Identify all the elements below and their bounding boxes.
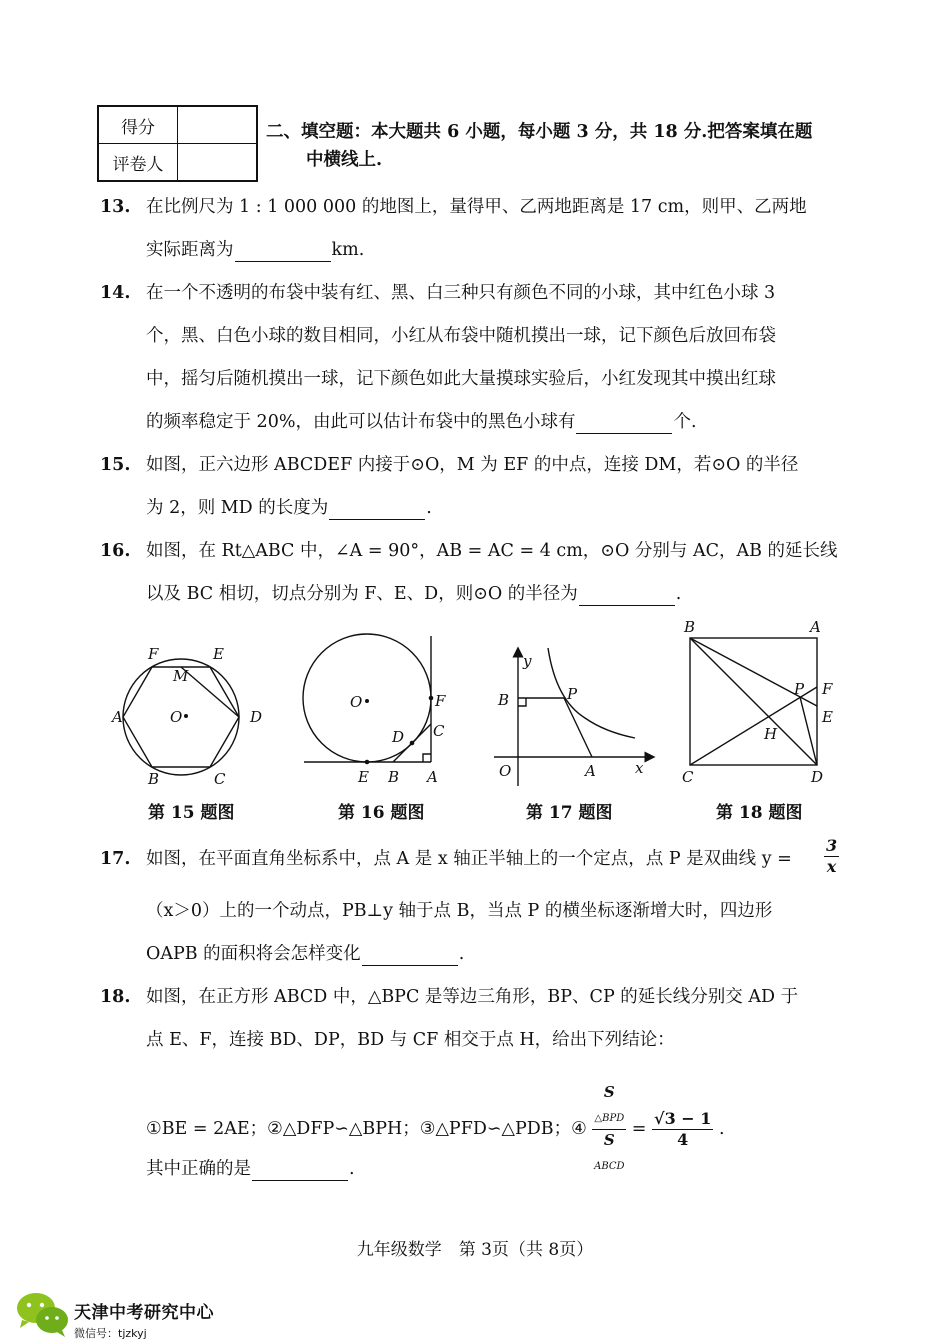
question-number: 15. — [100, 455, 131, 475]
question-text-line: 如图，在正方形 ABCD 中，△BPC 是等边三角形，BP、CP 的延长线分别交 AD 于 — [146, 987, 799, 1007]
label-D: D — [811, 768, 824, 786]
label-C: C — [433, 722, 445, 740]
question-number: 17. — [100, 849, 131, 869]
right-angle-mark — [423, 754, 431, 762]
fraction-3-over-x — [824, 836, 839, 877]
question-text: . — [675, 584, 682, 604]
figure-18-square — [676, 616, 846, 788]
grader-value-cell — [178, 144, 258, 182]
section-heading-line2: 中横线上. — [306, 150, 383, 170]
hyperbola-curve — [548, 648, 635, 738]
figure-16-caption: 第 16 题图 — [338, 803, 425, 823]
label-M: M — [173, 667, 189, 685]
answer-blank[interactable] — [252, 1158, 348, 1181]
right-angle-mark — [518, 698, 526, 706]
label-D: D — [250, 708, 263, 726]
label-E: E — [358, 768, 369, 786]
question-text: km. — [331, 240, 365, 260]
point-F — [429, 696, 434, 701]
answer-blank[interactable] — [576, 411, 672, 434]
fraction-denominator: S $_{ABCD}$ — [594, 1131, 625, 1172]
period: . — [718, 1119, 725, 1139]
question-text-line: 在比例尺为 1 : 1 000 000 的地图上，量得甲、乙两地距离是 17 cm，则甲、乙两地 — [146, 197, 807, 217]
result-fraction — [652, 1109, 713, 1150]
fraction-denominator: x — [826, 857, 837, 876]
score-value-cell — [178, 106, 258, 144]
label-A: A — [810, 618, 821, 636]
center-point — [184, 714, 188, 718]
segment-MD — [181, 667, 239, 717]
segment-CF — [690, 687, 817, 765]
figure-18-caption: 第 18 题图 — [716, 803, 803, 823]
label-H: H — [764, 725, 778, 743]
label-x: x — [635, 759, 644, 777]
label-O: O — [350, 693, 363, 711]
question-number: 13. — [100, 197, 131, 217]
equals-sign: = — [631, 1119, 647, 1139]
fraction-numerator: S $_{\triangle BPD}$ — [592, 1082, 626, 1130]
label-C: C — [214, 770, 226, 788]
page-footer: 九年级数学 第 3页（共 8页） — [356, 1240, 594, 1260]
question-text-line: 如图，在平面直角坐标系中，点 A 是 x 轴正半轴上的一个定点，点 P 是双曲线 y = — [146, 849, 792, 869]
label-B: B — [388, 768, 400, 786]
question-number: 14. — [100, 283, 131, 303]
wechat-icon — [14, 1290, 72, 1338]
label-P: P — [794, 680, 805, 698]
label-E: E — [822, 708, 833, 726]
fraction-numerator: √3 − 1 — [654, 1109, 712, 1128]
label-y: y — [523, 652, 532, 670]
question-text: 的频率稳定于 20%，由此可以估计布袋中的黑色小球有 — [146, 412, 576, 432]
label-C: C — [682, 768, 694, 786]
watermark-wechat-id: 微信号：tjzkyj — [74, 1327, 147, 1340]
section-heading-line1: 二、填空题：本大题共 6 小题，每小题 3 分，共 18 分.把答案填在题 — [266, 122, 813, 142]
label-B: B — [684, 618, 696, 636]
answer-blank[interactable] — [362, 943, 458, 966]
question-text: . — [349, 1159, 355, 1179]
question-text: 为 2，则 MD 的长度为 — [146, 498, 329, 518]
label-E: E — [213, 645, 224, 663]
label-A: A — [585, 762, 596, 780]
fraction-denominator: 4 — [677, 1130, 689, 1149]
question-text-line: 中，摇匀后随机摸出一球，记下颜色如此大量摸球实验后，小红发现其中摸出红球 — [146, 369, 776, 389]
segment-PA — [564, 698, 592, 757]
score-label: 得分 — [98, 106, 178, 144]
label-F: F — [435, 692, 446, 710]
area-ratio-fraction — [592, 1082, 626, 1177]
center-point — [365, 699, 369, 703]
watermark — [74, 1298, 214, 1341]
question-text: 以及 BC 相切，切点分别为 F、E、D，则⊙O 的半径为 — [146, 584, 578, 604]
label-A: A — [112, 708, 123, 726]
question-text: 其中正确的是 — [146, 1159, 251, 1179]
question-text: 实际距离为 — [146, 240, 234, 260]
grader-label: 评卷人 — [98, 144, 178, 182]
question-text: . — [426, 498, 432, 518]
point-D — [410, 741, 415, 746]
figure-17-caption: 第 17 题图 — [526, 803, 613, 823]
segment-BD — [690, 638, 817, 765]
question-number: 16. — [100, 541, 131, 561]
score-table — [97, 105, 258, 182]
answer-blank[interactable] — [235, 239, 331, 262]
label-A: A — [427, 768, 438, 786]
label-F: F — [148, 645, 159, 663]
segment-DP — [800, 697, 817, 765]
answer-blank[interactable] — [329, 497, 425, 520]
question-text-line: 如图，在 Rt△ABC 中，∠A = 90°，AB = AC = 4 cm，⊙O 分别与 AC，AB 的延长线 — [146, 541, 838, 561]
question-text-line: 点 E、F，连接 BD、DP，BD 与 CF 相交于点 H，给出下列结论： — [146, 1030, 675, 1050]
question-text-line: （x＞0）上的一个动点，PB⊥y 轴于点 B，当点 P 的横坐标逐渐增大时，四边形 — [146, 901, 773, 921]
label-O: O — [499, 762, 512, 780]
question-text-line: 个，黑、白色小球的数目相同，小红从布袋中随机摸出一球，记下颜色后放回布袋 — [146, 326, 776, 346]
section-heading — [266, 118, 812, 174]
figure-15-hexagon — [108, 640, 268, 790]
figure-15-caption: 第 15 题图 — [148, 803, 235, 823]
point-E — [365, 760, 370, 765]
figure-16-tangent-circle — [296, 632, 456, 790]
figure-17-hyperbola — [490, 640, 660, 790]
answer-blank[interactable] — [579, 583, 675, 606]
question-text: 个. — [673, 412, 697, 432]
label-O: O — [170, 708, 183, 726]
question-text-line: 如图，正六边形 ABCDEF 内接于⊙O，M 为 EF 的中点，连接 DM，若⊙O 的半径 — [146, 455, 799, 475]
question-text-line: 在一个不透明的布袋中装有红、黑、白三种只有颜色不同的小球，其中红色小球 3 — [146, 283, 776, 303]
question-number: 18. — [100, 987, 131, 1007]
question-text: OAPB 的面积将会怎样变化 — [146, 944, 361, 964]
conclusions-text: ①BE = 2AE；②△DFP∽△BPH；③△PFD∽△PDB；④ — [146, 1119, 587, 1139]
label-F: F — [822, 680, 833, 698]
label-P: P — [567, 685, 578, 703]
watermark-name: 天津中考研究中心 — [74, 1303, 214, 1323]
question-text: . — [458, 944, 465, 964]
label-D: D — [392, 728, 405, 746]
label-B: B — [148, 770, 160, 788]
fraction-numerator: 3 — [826, 836, 838, 855]
label-B: B — [498, 691, 510, 709]
